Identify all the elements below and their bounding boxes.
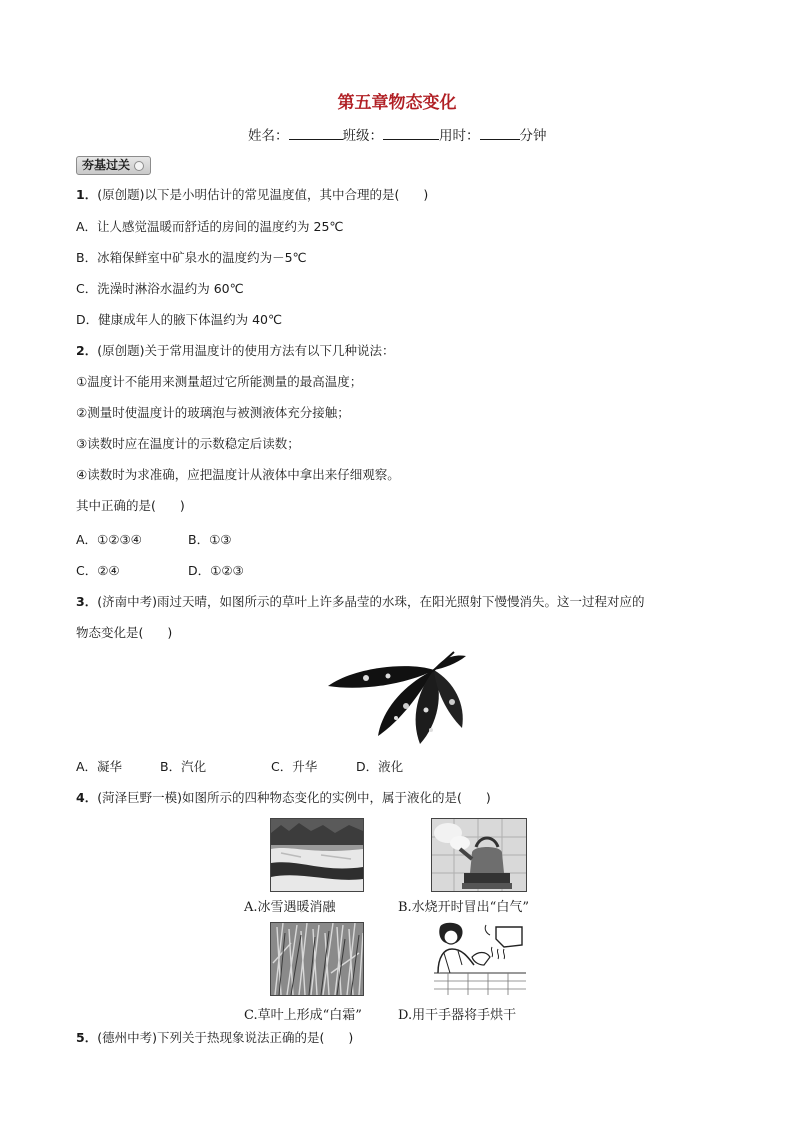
q2-statement-3: ③读数时应在温度计的示数稳定后读数； — [76, 436, 300, 451]
question-5-number: 5． — [76, 1030, 98, 1045]
q3-option-c[interactable]: C．升华 — [271, 759, 318, 774]
q4-caption-b: B.水烧开时冒出“白气” — [398, 900, 529, 915]
q3-option-b[interactable]: B．汽化 — [160, 759, 207, 774]
q2-option-c[interactable]: C．②④ — [76, 563, 120, 578]
q2-statement-1: ①温度计不能用来测量超过它所能测量的最高温度； — [76, 374, 363, 389]
time-blank[interactable] — [480, 125, 520, 140]
section-badge-label: 夯基过关 — [82, 158, 131, 172]
q3-option-d[interactable]: D．液化 — [356, 759, 404, 774]
question-4-stem: 4．(菏泽巨野一模)如图所示的四种物态变化的实例中，属于液化的是( ) — [76, 790, 491, 805]
name-label: 姓名： — [248, 128, 289, 144]
minute-label: 分钟 — [519, 128, 547, 144]
question-3-stem: 3．(济南中考)雨过天晴，如图所示的草叶上许多晶莹的水珠，在阳光照射下慢慢消失。这一过程对应的 — [76, 594, 645, 609]
name-blank[interactable] — [289, 125, 343, 140]
question-5-stem: 5．(德州中考)下列关于热现象说法正确的是( ) — [76, 1030, 354, 1045]
question-4-number: 4． — [76, 790, 98, 805]
question-2-number: 2． — [76, 343, 98, 358]
q1-option-d[interactable]: D．健康成年人的腋下体温约为 40℃ — [76, 312, 283, 327]
q4-caption-d: D.用干手器将手烘干 — [398, 1008, 517, 1023]
frosted-grass-image — [270, 922, 364, 996]
snow-melting-image — [270, 818, 364, 892]
grass-leaves-with-water-drops-image — [326, 648, 472, 750]
question-1-stem: 1．(原创题)以下是小明估计的常见温度值，其中合理的是( ) — [76, 187, 429, 202]
question-2-stem: 2．(原创题)关于常用温度计的使用方法有以下几种说法： — [76, 343, 395, 358]
q1-option-a[interactable]: A．让人感觉温暖而舒适的房间的温度约为 25℃ — [76, 219, 344, 234]
q2-option-a[interactable]: A．①②③④ — [76, 532, 142, 547]
class-blank[interactable] — [383, 125, 439, 140]
q2-option-b[interactable]: B．①③ — [188, 532, 232, 547]
question-3-number: 3． — [76, 594, 98, 609]
q1-option-b[interactable]: B．冰箱保鲜室中矿泉水的温度约为－5℃ — [76, 250, 307, 265]
q2-prompt: 其中正确的是( ) — [76, 498, 185, 513]
q2-option-d[interactable]: D．①②③ — [188, 563, 244, 578]
hand-dryer-image — [433, 920, 527, 996]
q3-option-a[interactable]: A．凝华 — [76, 759, 123, 774]
section-badge — [76, 156, 151, 175]
q2-statement-2: ②测量时使温度计的玻璃泡与被测液体充分接触； — [76, 405, 350, 420]
q4-caption-a: A.冰雪遇暖消融 — [244, 900, 336, 915]
badge-circle-icon — [134, 161, 144, 171]
page-title: 第五章物态变化 — [337, 93, 457, 113]
q4-caption-c: C.草叶上形成“白霜” — [244, 1008, 362, 1023]
student-info-line — [248, 124, 547, 144]
time-label: 用时： — [439, 128, 480, 144]
class-label: 班级： — [342, 128, 383, 144]
q2-statement-4: ④读数时为求准确，应把温度计从液体中拿出来仔细观察。 — [76, 467, 400, 482]
question-3-stem-continued: 物态变化是( ) — [76, 625, 173, 640]
q1-option-c[interactable]: C．洗澡时淋浴水温约为 60℃ — [76, 281, 244, 296]
boiling-kettle-image — [431, 818, 527, 892]
question-1-number: 1． — [76, 187, 98, 202]
